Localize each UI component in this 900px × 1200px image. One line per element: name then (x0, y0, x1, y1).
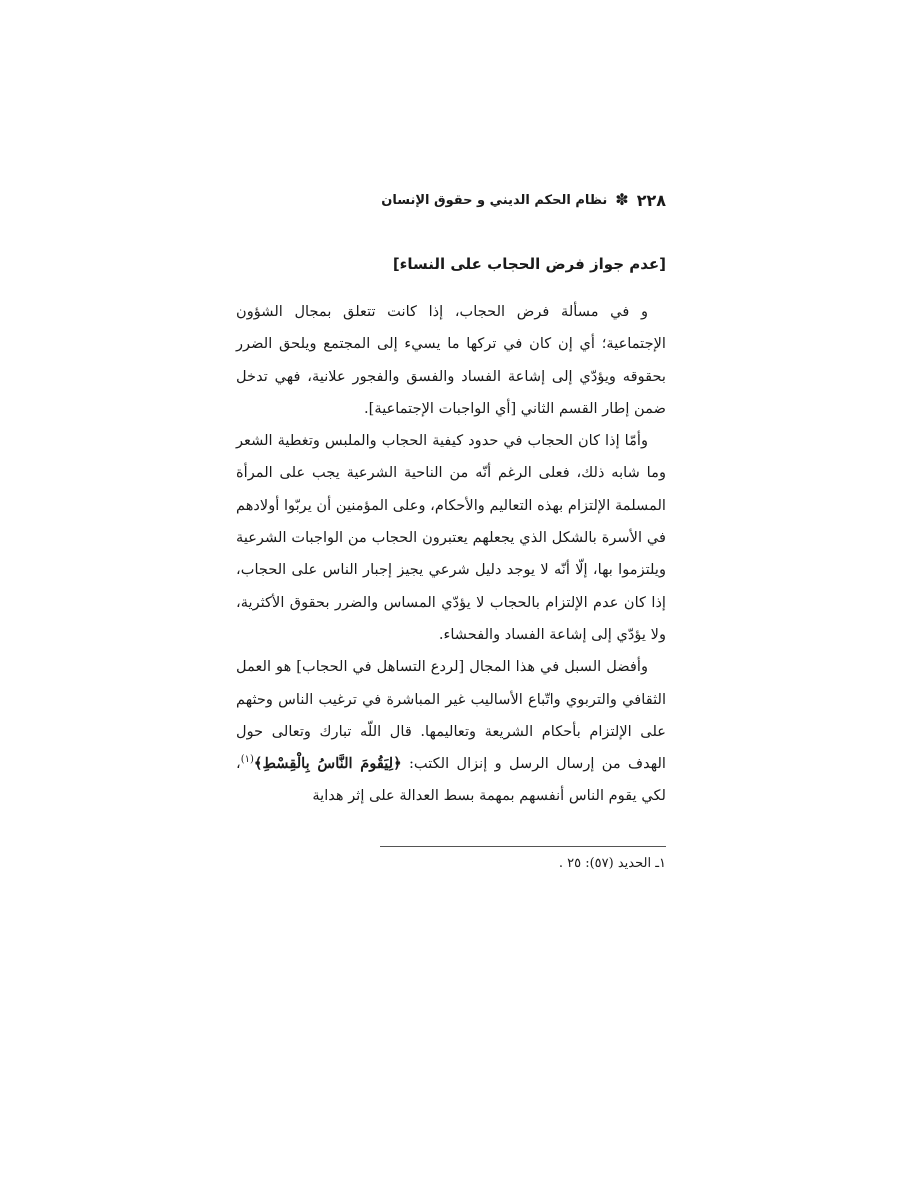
running-header (236, 186, 666, 214)
book-title: نظام الحكم الديني و حقوق الإنسان (381, 192, 608, 208)
paragraph-3-continuation: ، لكي يقوم الناس أنفسهم بمهمة بسط العدالة على إثر هداية (236, 755, 666, 805)
paragraph-1: و في مسألة فرض الحجاب، إذا كانت تتعلق بمجال الشؤون الإجتماعية؛ أي إن كان في تركها ما يسيء إلى المجتمع ويلحق الضرر بحقوقه ويؤدّي إلى إشاعة الفساد والفسق والفجور علانية، فهي تدخل ضمن إطار القسم الثاني [أي الواجبات الإجتماعية]. (236, 303, 666, 417)
section-title: [عدم جواز فرض الحجاب على النساء] (392, 255, 666, 273)
body-text (236, 296, 666, 813)
paragraph-2: وأمّا إذا كان الحجاب في حدود كيفية الحجاب والملبس وتغطية الشعر وما شابه ذلك، فعلى الرغم أنّه من الناحية الشرعية يجب على المرأة المسلمة الإلتزام بهذه التعاليم والأحكام، وعلى المؤمنين أن يربّوا أولادهم في الأسرة بالشكل الذي يجعلهم يعتبرون الحجاب من الواجبات الشرعية ويلتزموا بها، إلّا أنّه لا يوجد دليل شرعي يجيز إجبار الناس على الحجاب، إذا كان عدم الإلتزام بالحجاب لا يؤدّي المساس والضرر بحقوق الأكثرية، ولا يؤدّي إلى إشاعة الفساد والفحشاء. (236, 432, 666, 643)
paragraph-3 (236, 651, 666, 812)
footnote: ١ـ الحديد (٥٧): ٢٥ . (558, 856, 666, 871)
page-number: ٢٢٨ (636, 190, 666, 210)
paragraph-3-text: وأفضل السبل في هذا المجال [لردع التساهل في الحجاب] هو العمل الثقافي والتربوي واتّباع الأساليب غير المباشرة في ترغيب الناس وحثهم على الإلتزام بأحكام الشريعة وتعاليمها. قال اللّه تبارك وتعالى حول الهدف من إرسال الرسل و إنزال الكتب: (236, 658, 666, 773)
footnote-divider (380, 846, 666, 847)
footnote-reference: (١) (240, 754, 254, 766)
flower-ornament-icon: ✽ (615, 190, 629, 209)
quran-quote: ﴿لِيَقُومَ النَّاسُ بِالْقِسْطِ﴾ (253, 755, 402, 773)
